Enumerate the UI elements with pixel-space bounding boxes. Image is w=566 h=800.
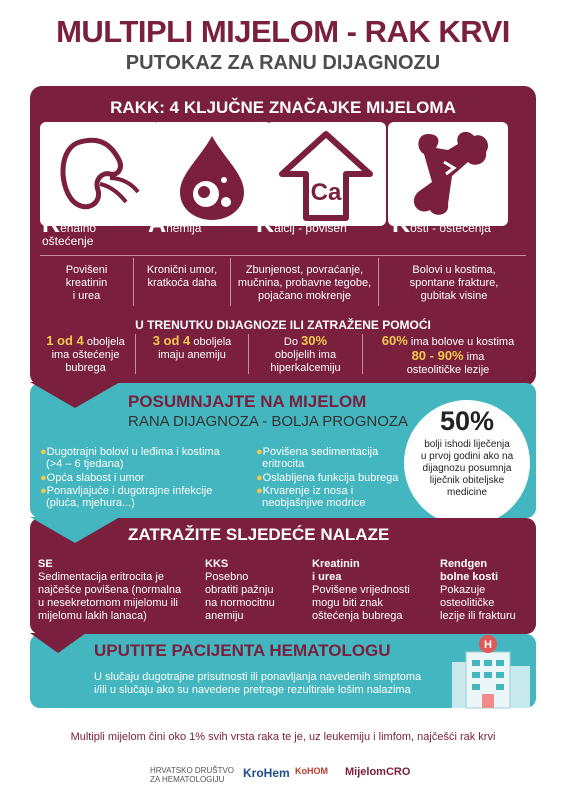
- symptom-item: ●Ponavljajuće i dugotrajne infekcije (pluća, mjehura...): [40, 485, 213, 509]
- stat-calcium: Do 30% oboljelih ima hiperkalcemiju: [270, 333, 341, 374]
- symptom-item: ●Povišena sedimentacija eritrocita: [256, 446, 379, 470]
- page-title: MULTIPLI MIJELOM - RAK KRVI: [56, 14, 510, 49]
- refer-text: U slučaju dugotrajne prisutnosti ili ponavljanja navedenih simptoma i/ili u slučaju ako su navedene pretrage rezultirale lošim nalazima: [94, 671, 422, 696]
- card-desc-calcium: Zbunjenost, povraćanje, mučnina, probavne tegobe, pojačano mokrenje: [237, 264, 372, 302]
- test-kks: KKS Posebno obratiti pažnju na normocitnu anemiju: [205, 558, 275, 622]
- chevron-down-icon: [30, 382, 120, 410]
- hospital-icon: [444, 632, 534, 710]
- divider: [40, 255, 526, 256]
- card-label-bones: Kosti - oštećenja: [392, 210, 491, 238]
- page-subtitle: PUTOKAZ ZA RANU DIJAGNOZU: [125, 52, 441, 74]
- logo-krohem: KroHem: [243, 766, 290, 780]
- stat-anemia: 3 od 4 oboljela imaju anemiju: [152, 333, 232, 361]
- card-label-anemia: Anemija: [148, 210, 202, 238]
- calcium-arrow-icon: [266, 122, 386, 226]
- card-label-renal: Renalno oštećenje: [42, 210, 97, 248]
- diagnosis-heading: U TRENUTKU DIJAGNOZE ILI ZATRAŽENE POMOĆI: [135, 318, 431, 332]
- hospital-sign: H: [484, 639, 492, 651]
- suspect-subheading: RANA DIJAGNOZA - BOLJA PROGNOZA: [128, 413, 409, 430]
- anemia-card: [152, 122, 272, 226]
- refer-heading: UPUTITE PACIJENTA HEMATOLOGU: [94, 641, 391, 660]
- stat-bones: 60% ima bolove u kostima 80 - 90% ima osteolitičke lezije: [381, 333, 515, 376]
- suspect-heading: POSUMNJAJTE NA MIJELOM: [128, 392, 367, 411]
- symptom-item: ●Dugotrajni bolovi u leđima i kostima (>4 – 6 tjedana): [40, 446, 220, 470]
- test-se: SE Sedimentacija eritrocita je najčešće povišena (normalna u nesekretornom mijelomu ili mijelomu lakih lanaca): [38, 558, 182, 622]
- symptom-item: ●Opća slabost i umor: [40, 472, 145, 484]
- card-desc-anemia: Kronični umor, kratkoća daha: [146, 264, 218, 289]
- tests-heading: ZATRAŽITE SLJEDEĆE NALAZE: [128, 525, 390, 544]
- stat-renal: 1 od 4 oboljela ima oštećenje bubrega: [46, 333, 125, 374]
- calcium-symbol: Ca: [310, 179, 342, 206]
- logo-kohom: KoHOM: [295, 766, 328, 776]
- logo-hdh: HRVATSKO DRUŠTVO ZA HEMATOLOGIJU: [150, 766, 235, 784]
- calcium-card: [266, 122, 386, 226]
- symptom-item: ●Oslabljena funkcija bubrega: [256, 472, 399, 484]
- card-desc-renal: Povišeni kreatinin i urea: [65, 264, 108, 302]
- chevron-down-icon: [30, 517, 120, 545]
- chevron-down-icon: [30, 633, 86, 655]
- test-xray: Rendgen bolne kosti Pokazuje osteolitičke lezije ili frakturu: [440, 558, 516, 622]
- circle-percentage: 50%: [439, 406, 495, 436]
- footer-text: Multipli mijelom čini oko 1% svih vrsta raka te je, uz leukemiju i limfom, najčešći rak krvi: [70, 731, 496, 743]
- blood-drop-icon: [152, 122, 272, 226]
- circle-text: bolji ishodi liječenja u prvoj godini ako na dijagnozu posumnja liječnik obiteljske medicine: [420, 439, 514, 498]
- card-desc-bones: Bolovi u kostima, spontane frakture, gubitak visine: [409, 264, 499, 302]
- symptom-item: ●Krvarenje iz nosa i neobjašnjive modrice: [256, 485, 366, 509]
- card-label-calcium: Kalcij - povišen: [256, 210, 347, 238]
- rakk-heading: RAKK: 4 KLJUČNE ZNAČAJKE MIJELOMA: [110, 98, 456, 117]
- stat-circle: [404, 400, 530, 526]
- test-creatinine: Kreatinin i urea Povišene vrijednosti mogu biti znak oštećenja bubrega: [312, 558, 410, 622]
- logo-mijelomcro: MijelomCRO: [345, 766, 411, 778]
